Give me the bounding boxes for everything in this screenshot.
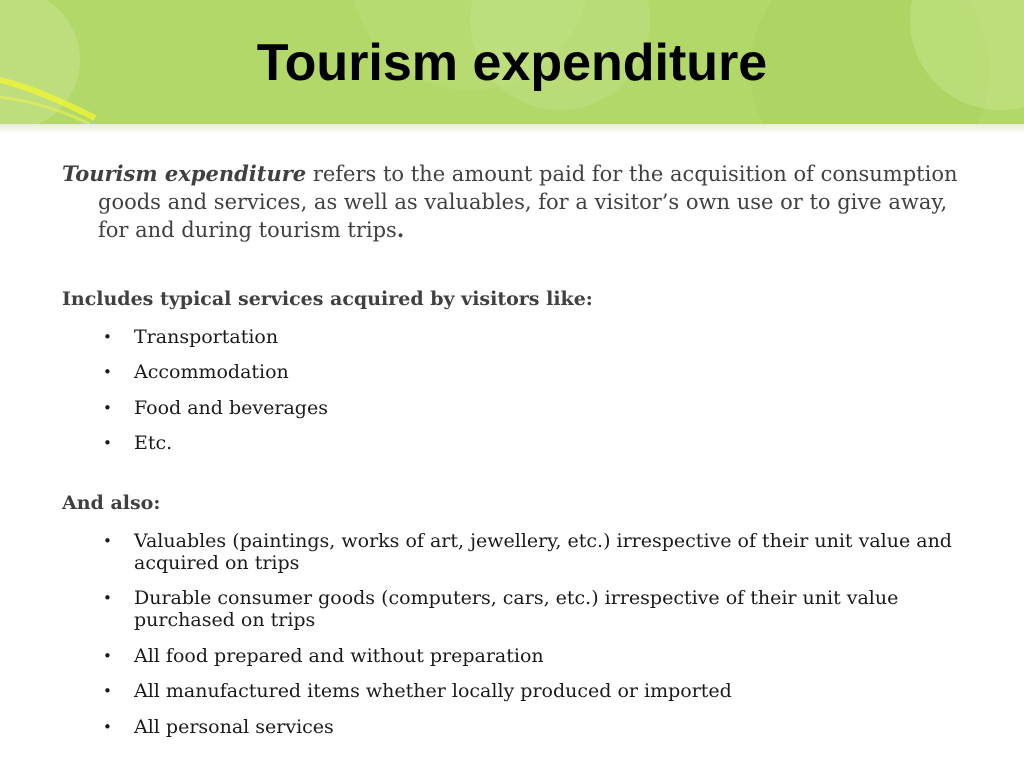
list-item-text: Accommodation xyxy=(134,361,289,383)
definition-period: . xyxy=(396,217,405,242)
list-item xyxy=(62,716,982,738)
bullet-icon: • xyxy=(103,531,112,550)
definition-paragraph xyxy=(62,160,982,244)
and-also-list xyxy=(62,530,982,738)
definition-term: Tourism expenditure xyxy=(62,161,307,186)
bullet-icon: • xyxy=(103,327,112,346)
bullet-icon: • xyxy=(103,398,112,417)
list-item xyxy=(62,397,982,419)
list-item-text: Transportation xyxy=(134,325,279,348)
list-item-text: All food prepared and without preparation xyxy=(134,644,544,667)
typical-services-list xyxy=(62,326,982,455)
list-item xyxy=(62,361,982,383)
list-item-text: Food and beverages xyxy=(134,396,328,419)
bullet-icon: • xyxy=(103,589,112,607)
bullet-icon: • xyxy=(103,646,112,665)
slide-title: Tourism expenditure xyxy=(256,34,768,92)
section-heading-typical-services: Includes typical services acquired by visitors like: xyxy=(62,288,593,310)
bullet-icon: • xyxy=(103,717,112,736)
list-item xyxy=(62,645,982,667)
list-item xyxy=(62,680,982,702)
list-item xyxy=(62,326,982,348)
list-item-text: Durable consumer goods (computers, cars, etc.) irrespective of their unit value purchased on trips xyxy=(134,587,899,631)
list-item-text: Valuables (paintings, works of art, jewellery, etc.) irrespective of their unit value and acquired on trips xyxy=(134,529,952,574)
bullet-icon: • xyxy=(103,363,112,381)
section-heading-and-also: And also: xyxy=(62,492,161,514)
list-item-text: All personal services xyxy=(134,715,334,738)
list-item-text: Etc. xyxy=(134,432,173,454)
list-item xyxy=(62,587,982,631)
bullet-icon: • xyxy=(103,434,112,452)
list-item xyxy=(62,432,982,454)
list-item-text: All manufactured items whether locally produced or imported xyxy=(134,680,732,702)
list-item xyxy=(62,530,982,574)
definition-text: refers to the amount paid for the acquisition of consumption goods and services, as well as valuables, for a visitor’s own use or to give away, for and during tourism trips xyxy=(98,162,958,242)
bullet-icon: • xyxy=(103,682,112,700)
header-shadow xyxy=(0,124,1024,134)
slide-content xyxy=(62,160,982,738)
